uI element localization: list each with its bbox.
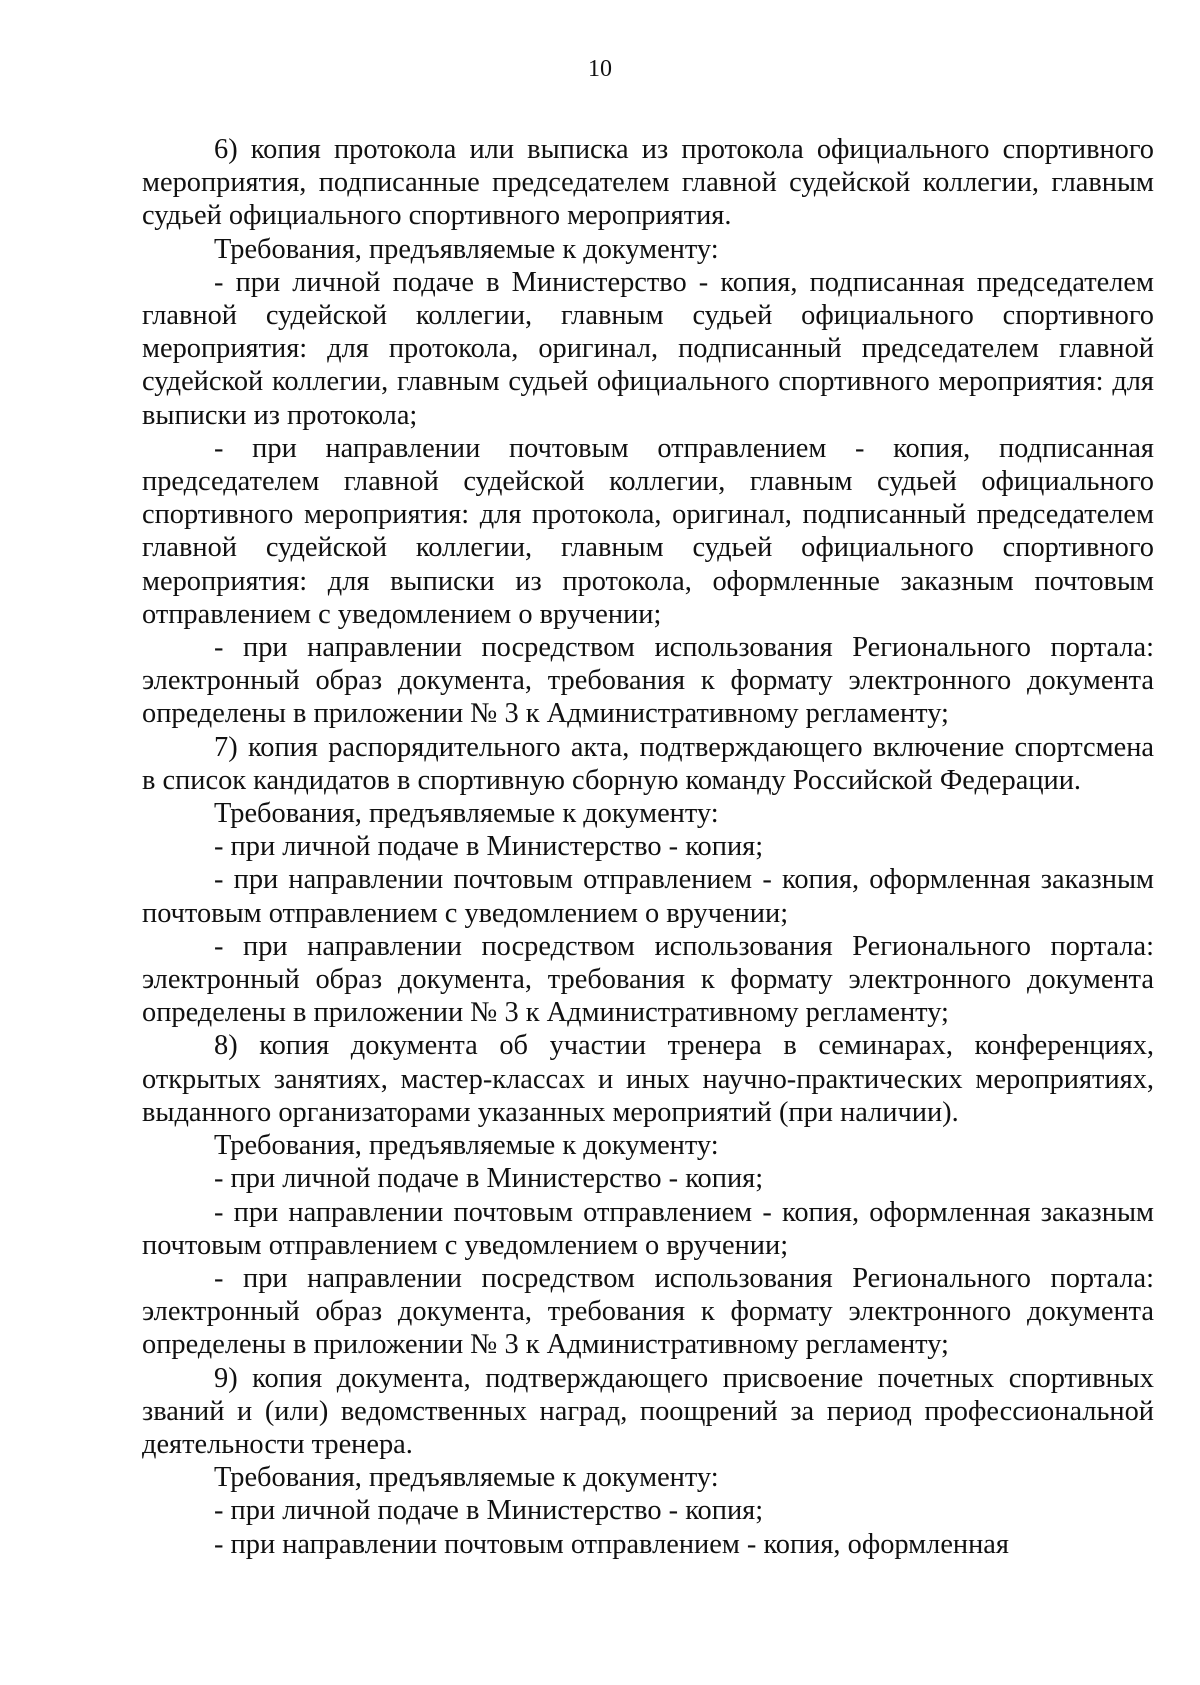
paragraph: 7) копия распорядительного акта, подтверждающего включение спортсмена в список кандидатов в спортивную сборную команду Российской Федерации.	[142, 731, 1154, 796]
paragraph: 6) копия протокола или выписка из протокола официального спортивного мероприятия, подписанные председателем главной судейской коллегии, главным судьей официального спортивного мероприятия.	[142, 134, 1154, 232]
paragraph: Требования, предъявляемые к документу:	[214, 233, 719, 265]
paragraph: - при направлении почтовым отправлением - копия, подписанная председателем главной судейской коллегии, главным судьей официального спортивного мероприятия: для протокола, оригинал, подписанный председателем главной судейской коллегии, главным судьей официального спортивного мероприятия: для выписки из протокола, оформленные заказным почтовым отправлением с уведомлением о вручении;	[142, 432, 1154, 630]
paragraph: - при личной подаче в Министерство - копия, подписанная председателем главной судейской коллегии, главным судьей официального спортивного мероприятия: для протокола, оригинал, подписанный председателем главной судейской коллегии, главным судьей официального спортивного мероприятия: для выписки из протокола;	[142, 266, 1154, 431]
document-body	[142, 133, 1154, 1561]
paragraph: Требования, предъявляемые к документу:	[214, 798, 719, 830]
paragraph: - при направлении посредством использования Регионального портала: электронный образ документа, требования к формату электронного документа определены в приложении № 3 к Административному регламенту;	[142, 930, 1154, 1029]
paragraph: 8) копия документа об участии тренера в семинарах, конференциях, открытых занятиях, мастер-классах и иных научно-практических мероприятиях, выданного организаторами указанных мероприятий (при наличии).	[142, 1030, 1154, 1128]
paragraph: - при направлении почтовым отправлением - копия, оформленная заказным почтовым отправлением с уведомлением о вручении;	[142, 1196, 1154, 1261]
paragraph: 9) копия документа, подтверждающего присвоение почетных спортивных званий и (или) ведомственных наград, поощрений за период профессиональной деятельности тренера.	[142, 1362, 1154, 1460]
paragraph: - при направлении почтовым отправлением - копия, оформленная	[214, 1528, 1009, 1560]
paragraph: - при направлении посредством использования Регионального портала: электронный образ документа, требования к формату электронного документа определены в приложении № 3 к Административному регламенту;	[142, 1262, 1154, 1361]
paragraph: Требования, предъявляемые к документу:	[214, 1130, 719, 1162]
paragraph: Требования, предъявляемые к документу:	[214, 1462, 719, 1494]
paragraph: - при направлении посредством использования Регионального портала: электронный образ документа, требования к формату электронного документа определены в приложении № 3 к Административному регламенту;	[142, 632, 1154, 730]
paragraph: - при направлении почтовым отправлением - копия, оформленная заказным почтовым отправлением с уведомлением о вручении;	[142, 864, 1154, 929]
paragraph: - при личной подаче в Министерство - копия;	[214, 1495, 764, 1527]
page-number: 10	[588, 56, 612, 82]
paragraph: - при личной подаче в Министерство - копия;	[214, 1163, 764, 1195]
paragraph: - при личной подаче в Министерство - копия;	[214, 831, 764, 863]
